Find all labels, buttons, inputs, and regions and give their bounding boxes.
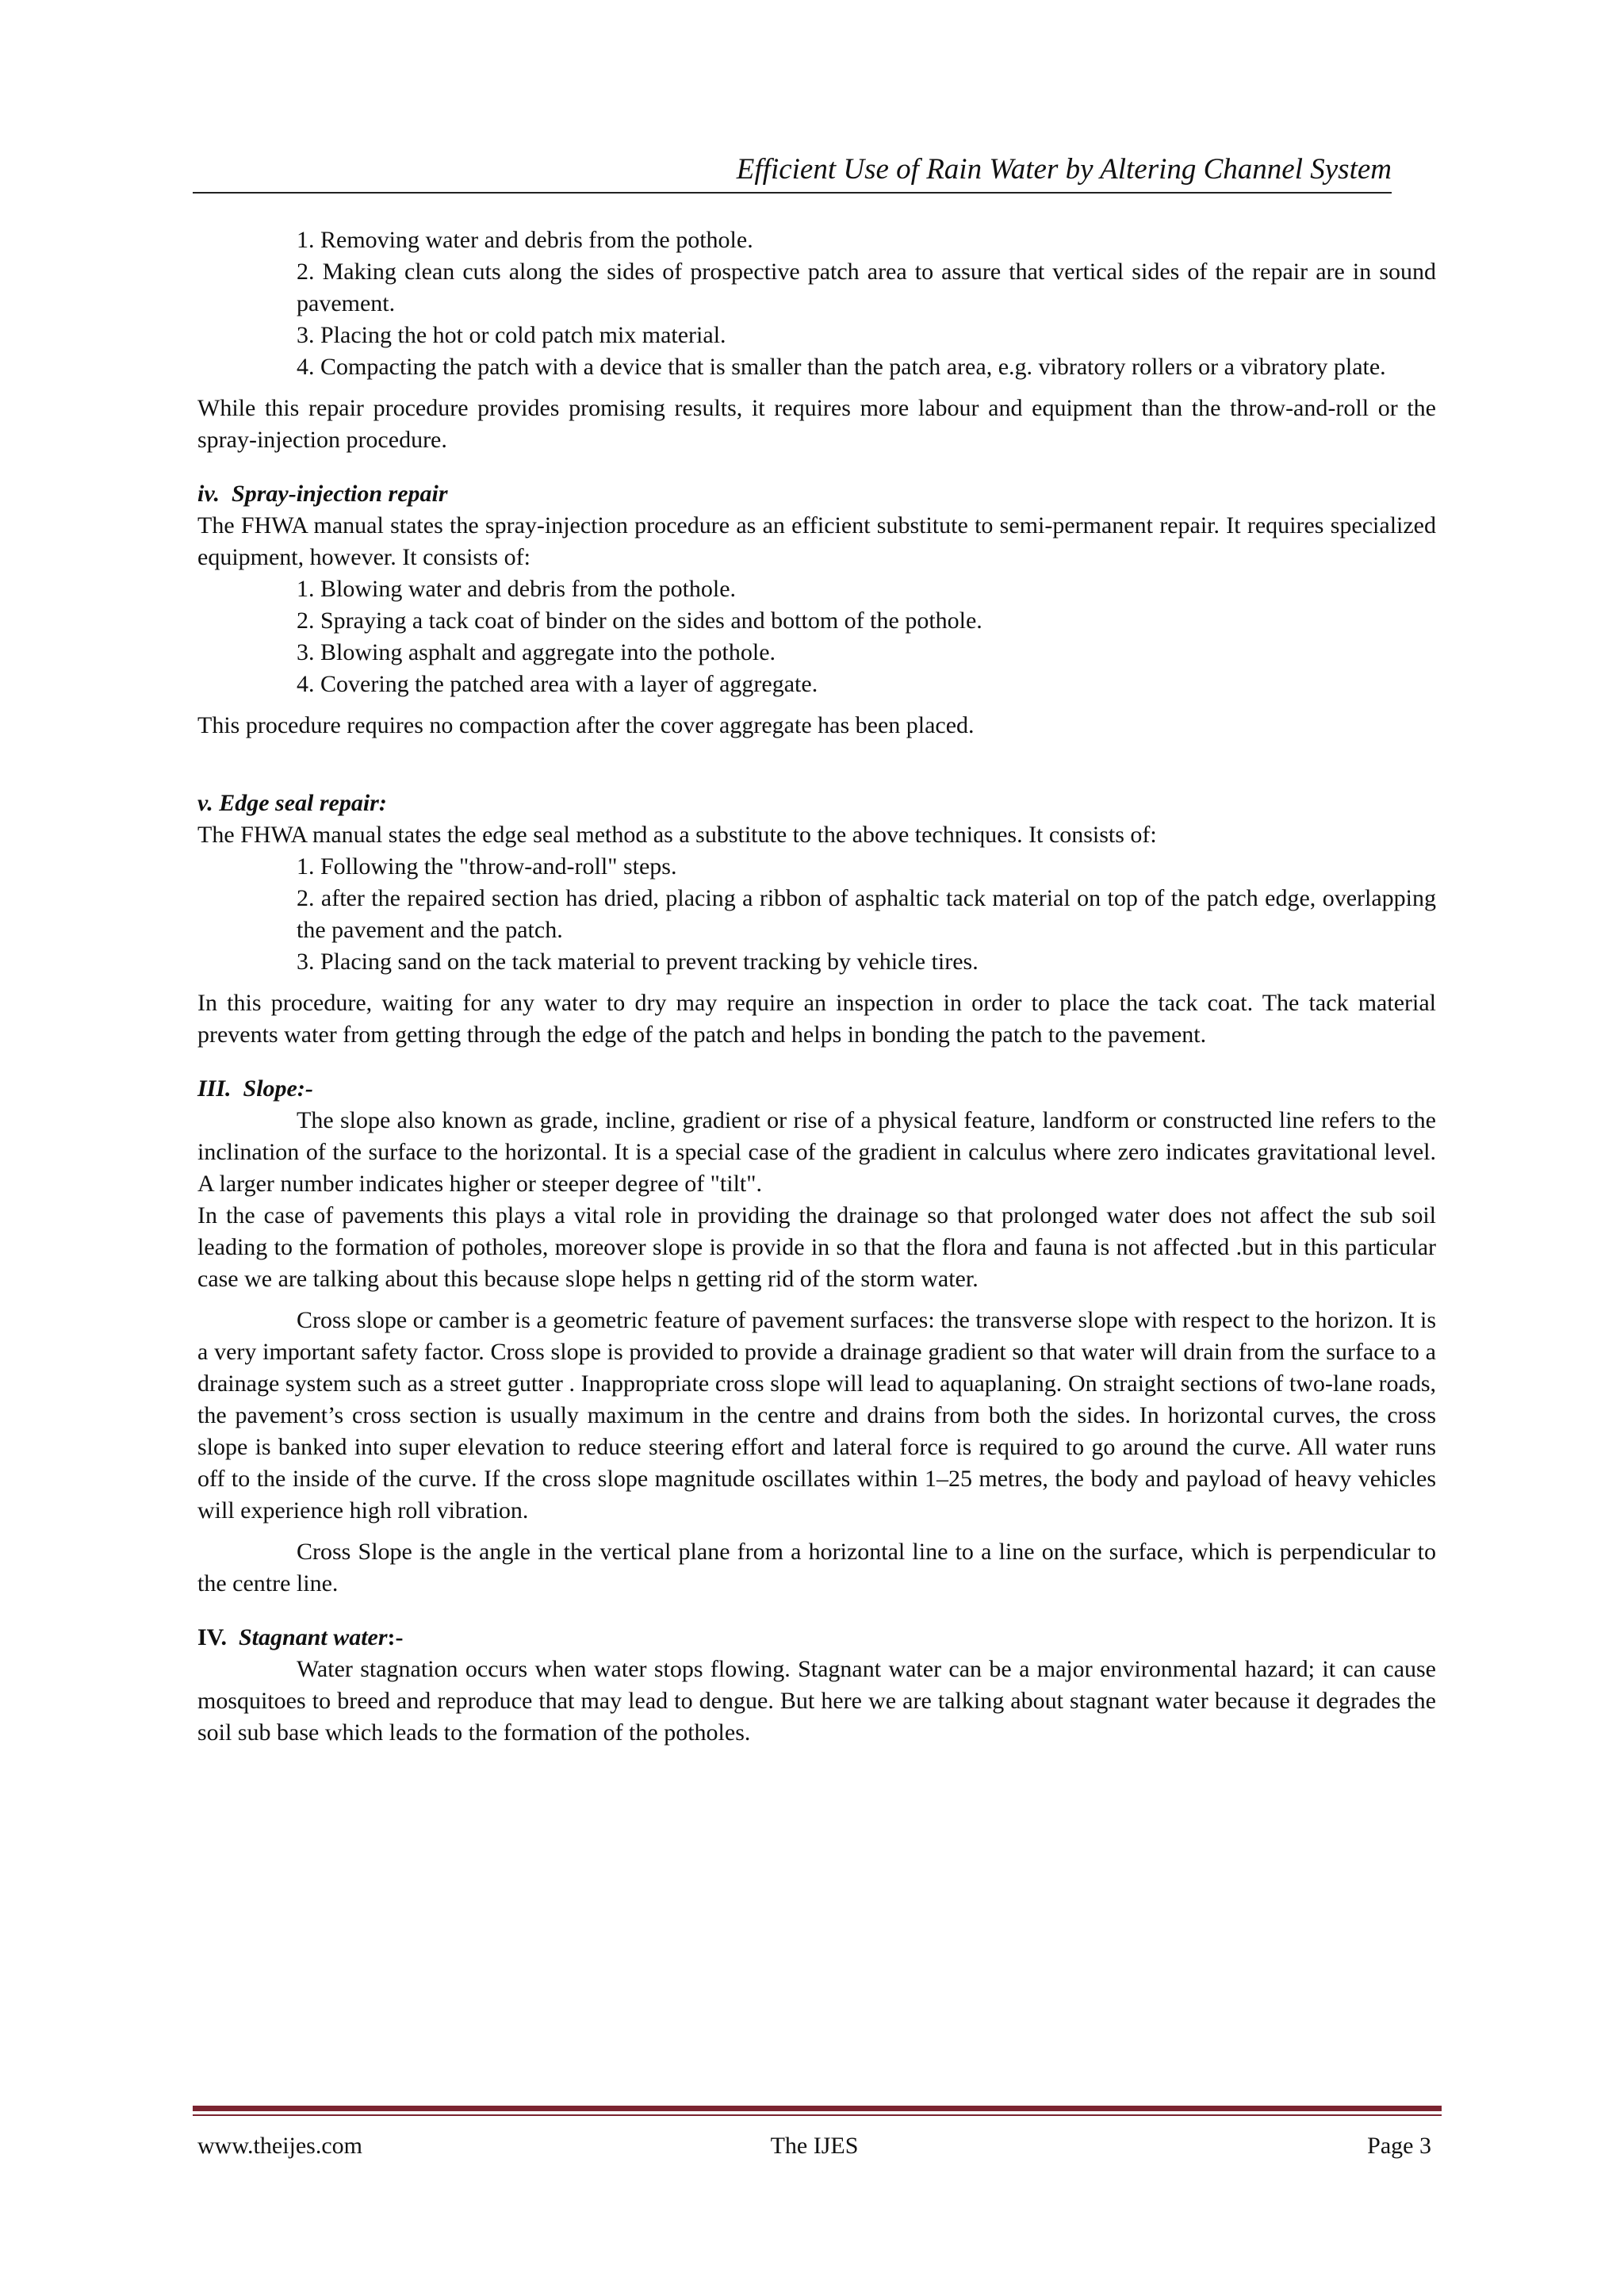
paragraph-slope-pavements: In the case of pavements this plays a vital role in providing the drainage so that prolonged water does not affect the sub soil leading to the formation of potholes, moreover slope is provide in so that the flora and fauna is not affected .but in this particular case we are talking about this because slope helps n getting rid of the storm water. [197,1202,1436,1292]
footer-rule-thin [193,2114,1442,2116]
list-item: 1. Following the "throw-and-roll" steps. [297,853,677,880]
list-edge-seal [297,851,1436,978]
section-number: iv. [197,481,220,507]
list-item: 2. Making clean cuts along the sides of prospective patch area to assure that vertical sides of the repair are in sound pavement. [297,259,1436,316]
list-item: 2. Spraying a tack coat of binder on the sides and bottom of the pothole. [297,608,982,634]
section-title: Stagnant water [238,1624,388,1650]
footer-website: www.theijes.com [197,2133,363,2159]
footer-journal: The IJES [770,2133,859,2159]
section-title: Spray-injection repair [232,481,448,507]
footer-rule-thick [193,2106,1442,2111]
paragraph-cross-slope: Cross slope or camber is a geometric feature of pavement surfaces: the transverse slope with respect to the horizon. It is a very important safety factor. Cross slope is provided to provide a drainage gradient so that water will drain from the surface to a drainage system such as a street gutter . Inappropriate cross slope will lead to aquaplaning. On straight sections of two-lane roads, the pavement’s cross section is usually maximum in the centre and drains from both the sides. In horizontal curves, the cross slope is banked into super elevation to reduce steering effort and lateral force is required to go around the curve. All water runs off to the inside of the curve. If the cross slope magnitude oscillates within 1–25 metres, the body and payload of heavy vehicles will experience high roll vibration. [197,1307,1437,1524]
section-title-suffix: :- [387,1624,404,1650]
body-content [197,224,1436,1749]
section-heading-iv-upper [197,1622,1436,1654]
section-closing: This procedure requires no compaction after the cover aggregate has been placed. [197,712,975,738]
section-heading-iii [197,1073,1436,1105]
list-item: 1. Blowing water and debris from the pothole. [297,576,737,602]
section-intro: The FHWA manual states the edge seal method as a substitute to the above techniques. It consists of: [197,822,1157,848]
header-rule [193,192,1392,194]
list-spray-injection [297,573,1436,700]
section-intro: The FHWA manual states the spray-injection procedure as an efficient substitute to semi-permanent repair. It requires specialized equipment, however. It consists of: [197,512,1436,570]
list-item: 1. Removing water and debris from the pothole. [297,227,753,253]
list-item: 4. Covering the patched area with a layer of aggregate. [297,671,818,697]
list-item: 2. after the repaired section has dried, placing a ribbon of asphaltic tack material on top of the patch edge, overlapping the pavement and the patch. [297,885,1436,943]
paragraph-slope-definition: The slope also known as grade, incline, gradient or rise of a physical feature, landform or constructed line refers to the inclination of the surface to the horizontal. It is a special case of the gradient in calculus where zero indicates gravitational level. A larger number indicates higher or steeper degree of "tilt". [197,1107,1436,1197]
section-title: Edge seal repair: [219,790,387,816]
paragraph-cross-slope-angle: Cross Slope is the angle in the vertical plane from a horizontal line to a line on the surface, which is perpendicular to the centre line. [197,1539,1436,1596]
section-heading-v [197,788,1436,819]
section-number: IV. [197,1624,227,1650]
list-item: 3. Blowing asphalt and aggregate into the pothole. [297,639,776,665]
list-a [297,224,1436,383]
paragraph-stagnant-water: Water stagnation occurs when water stops flowing. Stagnant water can be a major environmental hazard; it can cause mosquitoes to breed and reproduce that may lead to dengue. But here we are talking about stagnant water because it degrades the soil sub base which leads to the formation of the potholes. [197,1656,1436,1746]
section-closing: In this procedure, waiting for any water to dry may require an inspection in order to place the tack coat. The tack material prevents water from getting through the edge of the patch and helps in bonding the patch to the pavement. [197,990,1436,1048]
list-item: 3. Placing the hot or cold patch mix material. [297,322,726,348]
section-number: v. [197,790,213,816]
section-heading-iv [197,478,1436,510]
list-item: 3. Placing sand on the tack material to prevent tracking by vehicle tires. [297,949,979,975]
running-header: Efficient Use of Rain Water by Altering Channel System [736,153,1392,186]
paragraph-repair-procedure: While this repair procedure provides promising results, it requires more labour and equipment than the throw-and-roll or the spray-injection procedure. [197,395,1436,453]
section-title: Slope:- [243,1075,313,1102]
list-item: 4. Compacting the patch with a device that is smaller than the patch area, e.g. vibratory rollers or a vibratory plate. [297,354,1386,380]
page-footer [197,2130,1431,2162]
footer-page-number: Page 3 [1367,2133,1431,2159]
section-number: III. [197,1075,232,1102]
